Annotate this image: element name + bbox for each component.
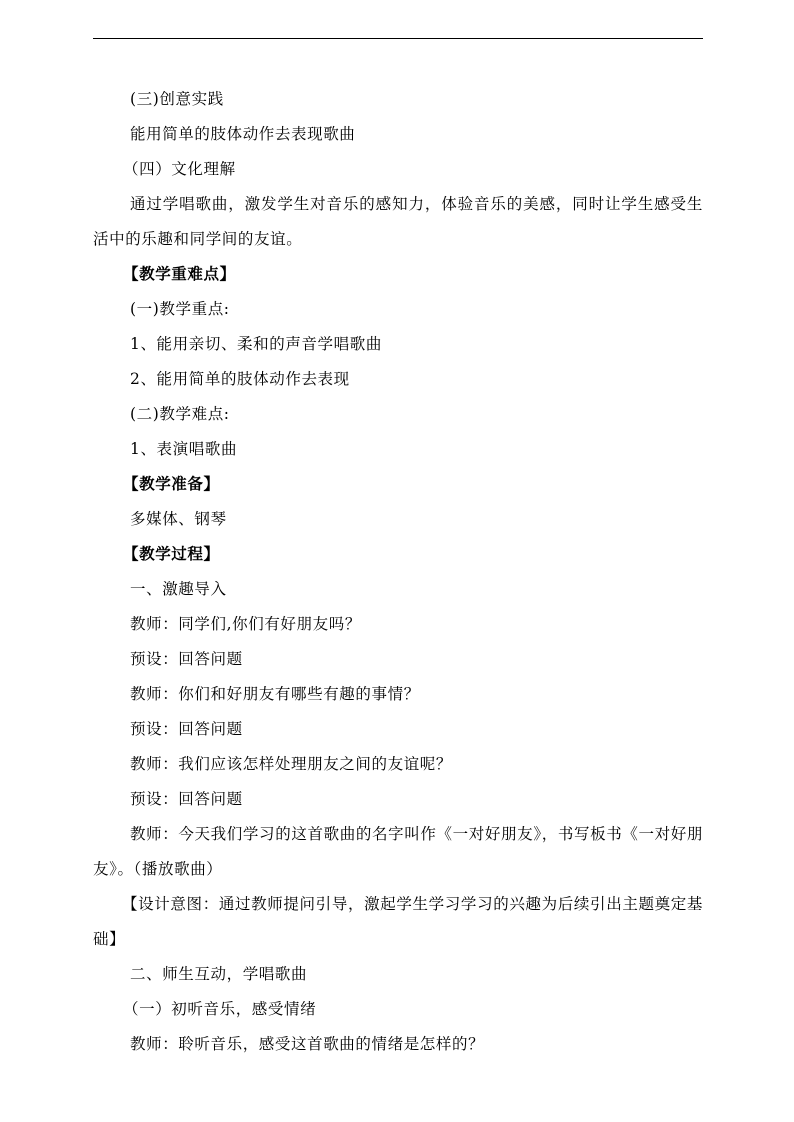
body-paragraph: 通过学唱歌曲，激发学生对音乐的感知力，体验音乐的美感，同时让学生感受生活中的乐趣和同学间的友谊。 bbox=[93, 195, 703, 248]
section-heading: 【教学准备】 bbox=[123, 475, 220, 493]
dialogue-line: 预设：回答问题 bbox=[130, 720, 243, 738]
design-intent-note: 【设计意图：通过教师提问引导，激起学生学习学习的兴趣为后续引出主题奠定基础】 bbox=[93, 895, 703, 948]
subsection-heading: (一)教学重点: bbox=[130, 300, 230, 318]
list-item: 1、能用亲切、柔和的声音学唱歌曲 bbox=[130, 335, 382, 353]
dialogue-paragraph: 教师：今天我们学习的这首歌曲的名字叫作《一对好朋友》，书写板书《一对好朋友》。（播放歌曲） bbox=[93, 825, 703, 878]
document-body bbox=[93, 82, 703, 1062]
dialogue-line: 预设：回答问题 bbox=[130, 650, 243, 668]
list-item: 2、能用简单的肢体动作去表现 bbox=[130, 370, 350, 388]
step-heading: 二、师生互动，学唱歌曲 bbox=[130, 965, 308, 983]
dialogue-line: 预设：回答问题 bbox=[130, 790, 243, 808]
dialogue-line: 教师：同学们,你们有好朋友吗？ bbox=[130, 615, 361, 633]
dialogue-line: 教师：你们和好朋友有哪些有趣的事情？ bbox=[130, 685, 420, 703]
subsection-heading: （一）初听音乐，感受情绪 bbox=[123, 1000, 317, 1018]
list-item: 1、表演唱歌曲 bbox=[130, 440, 238, 458]
body-text: 能用简单的肢体动作去表现歌曲 bbox=[130, 125, 356, 143]
subsection-heading: （四）文化理解 bbox=[123, 160, 236, 178]
body-text: 多媒体、钢琴 bbox=[130, 510, 227, 528]
section-heading: 【教学重难点】 bbox=[123, 265, 236, 283]
subsection-heading: (二)教学难点: bbox=[130, 405, 230, 423]
dialogue-line: 教师：我们应该怎样处理朋友之间的友谊呢？ bbox=[130, 755, 453, 773]
header-rule bbox=[93, 38, 703, 39]
dialogue-line: 教师：聆听音乐，感受这首歌曲的情绪是怎样的？ bbox=[130, 1035, 485, 1053]
section-heading: 【教学过程】 bbox=[123, 545, 220, 563]
step-heading: 一、激趣导入 bbox=[130, 580, 227, 598]
subsection-heading: (三)创意实践 bbox=[130, 90, 224, 108]
